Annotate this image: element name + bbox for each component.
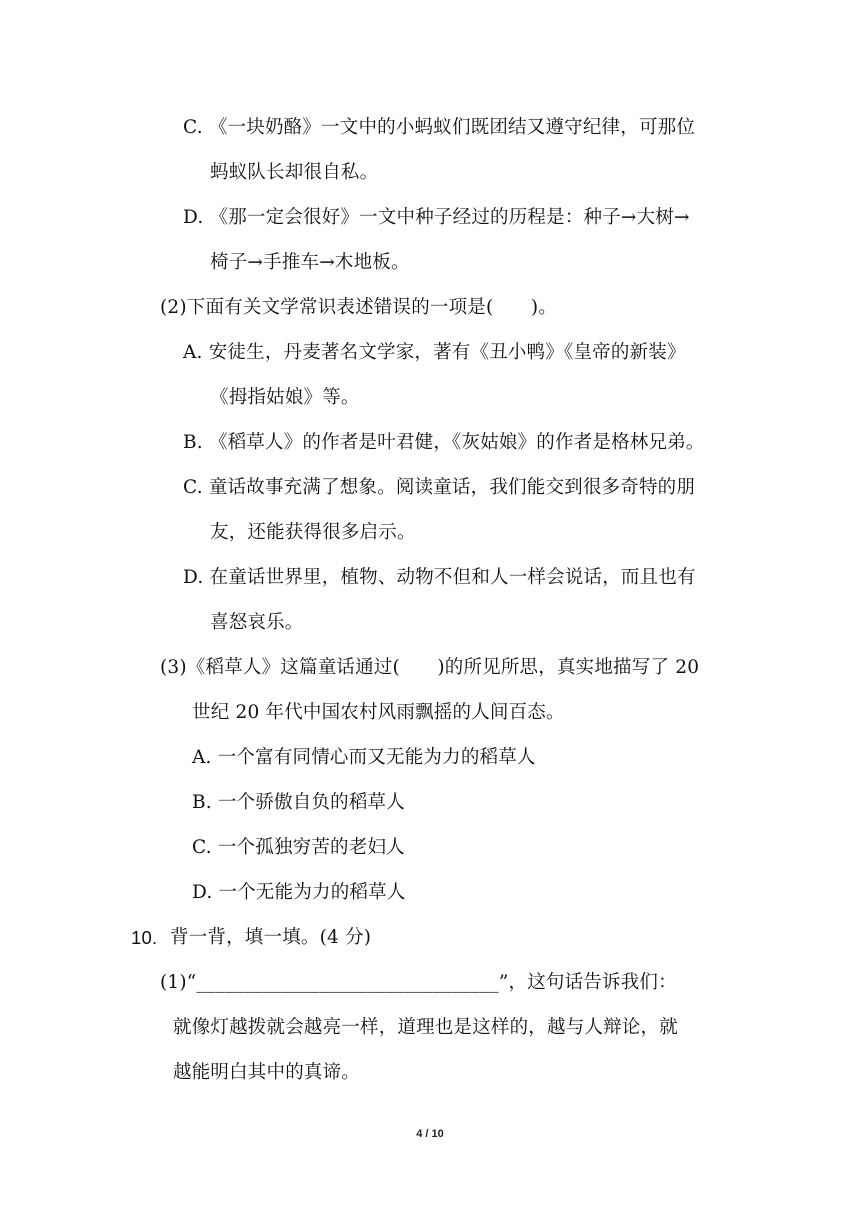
question-2-option-a-line-2: 《拇指姑娘》等。 <box>210 387 360 408</box>
question-2-option-b: B. 《稻草人》的作者是叶君健，《灰姑娘》的作者是格林兄弟。 <box>183 432 705 453</box>
question-2-stem: (2)下面有关文学常识表述错误的一项是( )。 <box>160 297 557 318</box>
question-2-option-c-line-2: 友，还能获得很多启示。 <box>210 522 416 543</box>
question-3-option-a: A. 一个富有同情心而又无能为力的稻草人 <box>192 747 536 768</box>
question-3-stem-line-2: 世纪 20 年代中国农村风雨飘摇的人间百态。 <box>192 702 565 723</box>
question-2-option-a-line-1: A. 安徒生，丹麦著名文学家，著有《丑小鸭》《皇帝的新装》 <box>183 342 686 363</box>
question-2-option-d-line-2: 喜怒哀乐。 <box>210 612 304 633</box>
question-10-1-line-3: 越能明白其中的真谛。 <box>173 1062 361 1083</box>
question-option-d-line-1: D. 《那一定会很好》一文中种子经过的历程是：种子→大树→ <box>183 207 690 228</box>
page-number: 4 / 10 <box>416 1128 444 1140</box>
question-10-1-line-2: 就像灯越拨就会越亮一样，道理也是这样的，越与人辩论，就 <box>173 1017 678 1038</box>
question-2-option-c-line-1: C. 童话故事充满了想象。阅读童话，我们能交到很多奇特的朋 <box>183 477 696 498</box>
question-option-d-line-2: 椅子→手推车→木地板。 <box>210 252 410 273</box>
question-3-option-b: B. 一个骄傲自负的稻草人 <box>192 792 405 813</box>
question-10-1-line-1: (1)“________________________________”，这句话告诉我们： <box>160 972 677 993</box>
question-10-number: 10. <box>131 927 158 948</box>
question-3-stem-line-1: (3)《稻草人》这篇童话通过( )的所见所思，真实地描写了 20 <box>160 657 700 678</box>
question-3-option-c: C. 一个孤独穷苦的老妇人 <box>192 837 405 858</box>
question-option-c-line-2: 蚂蚁队长却很自私。 <box>210 162 379 183</box>
question-10-title: 背一背，填一填。(4 分) <box>170 927 372 948</box>
question-2-option-d-line-1: D. 在童话世界里，植物、动物不但和人一样会说话，而且也有 <box>183 567 696 588</box>
question-option-c-line-1: C. 《一块奶酪》一文中的小蚂蚁们既团结又遵守纪律，可那位 <box>183 117 696 138</box>
question-3-option-d: D. 一个无能为力的稻草人 <box>192 882 406 903</box>
